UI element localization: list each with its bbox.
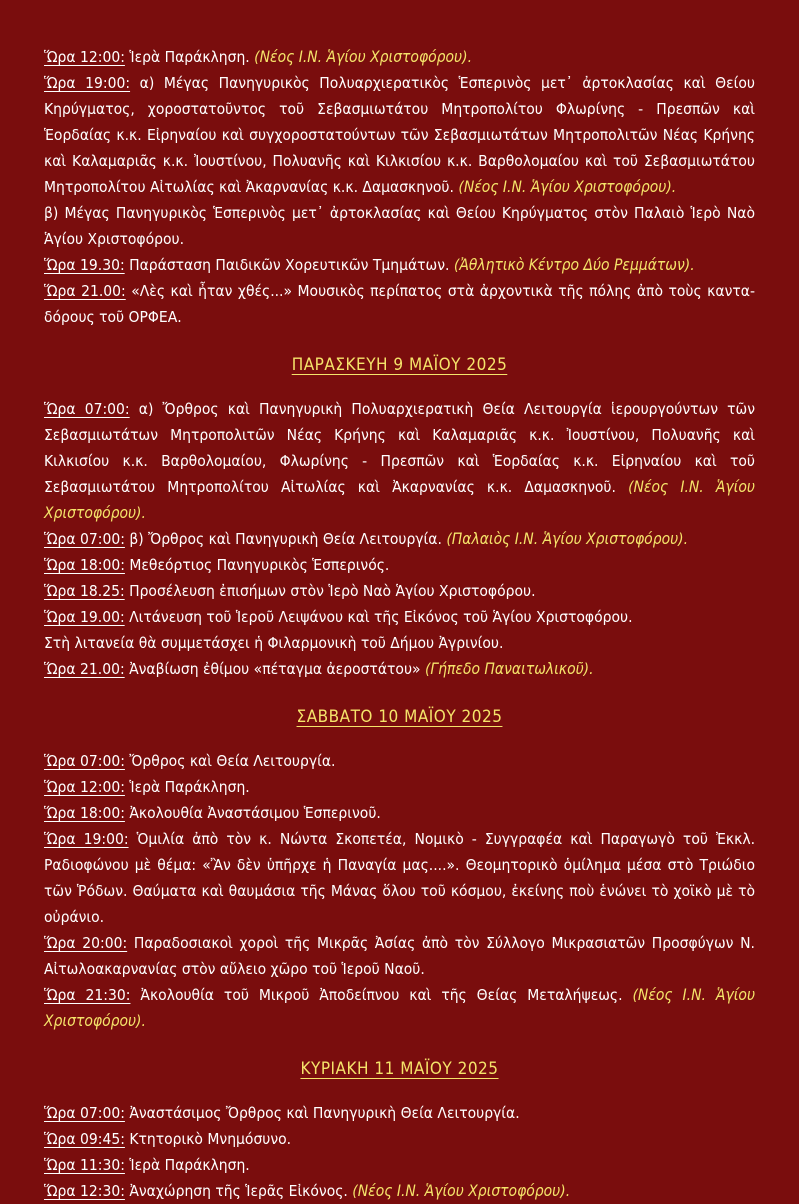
program-entry bbox=[44, 44, 755, 70]
entry-venue: (Ἀθλητικὸ Κέντρο Δύο Ρεμμάτων). bbox=[453, 256, 695, 274]
entry-text: Ἱερὰ Παράκληση. bbox=[124, 1156, 250, 1174]
entry-time: Ὥρα 21.00: bbox=[44, 660, 125, 678]
program-entry bbox=[44, 982, 755, 1034]
entry-time: Ὥρα 21:30: bbox=[44, 986, 131, 1004]
entry-text: Ἱερὰ Παράκληση. bbox=[124, 48, 255, 66]
entry-text: Προσέλευση ἐπισήμων στὸν Ἱερὸ Ναὸ Ἁγίου Χριστοφόρου. bbox=[124, 582, 536, 600]
program-entry bbox=[44, 1178, 755, 1204]
program-entry bbox=[44, 1100, 755, 1126]
section-friday bbox=[44, 352, 755, 682]
entry-time: Ὥρα 19.30: bbox=[44, 256, 125, 274]
program-entry bbox=[44, 526, 755, 552]
program-entry bbox=[44, 552, 755, 578]
entry-time: Ὥρα 19:00: bbox=[44, 74, 131, 92]
entry-text: Ἀναβίωση ἐθίμου «πέταγμα ἀεροστάτου» bbox=[124, 660, 425, 678]
program-entry bbox=[44, 774, 755, 800]
entry-text: Κτητορικὸ Μνημόσυνο. bbox=[124, 1130, 292, 1148]
entry-time: Ὥρα 07:00: bbox=[44, 530, 125, 548]
entry-text: Παραδοσιακοὶ χοροὶ τῆς Μικρᾶς Ἀσίας ἀπὸ τὸν Σύλλογο Μικρασιατῶν Προσφύγων Ν. Αἰτωλοακαρνανίας στὸν αὔλειο χῶρο τοῦ Ἱεροῦ Ναοῦ. bbox=[44, 934, 755, 978]
entry-time: Ὥρα 18:00: bbox=[44, 556, 125, 574]
program-entry bbox=[44, 1126, 755, 1152]
entry-time: Ὥρα 12:00: bbox=[44, 48, 125, 66]
program-entry bbox=[44, 930, 755, 982]
entry-text: α) Μέγας Πανηγυρικὸς Πολυαρχιερατικὸς Ἑσπερινὸς μετ᾽ ἀρτοκλασίας καὶ Θείου Κηρύγματος, χοροστατοῦντος τοῦ Σεβασμιωτάτου Μητροπολίτου Φλωρίνης - Πρεσπῶν καὶ Ἑορδαίας κ.κ. Εἰρηναίου καὶ συγχοροστατούντων τῶν Σεβασμιωτάτων Μητροπολιτῶν Νέας Κρήνης καὶ Καλαμαριᾶς κ.κ. Ἰουστίνου, Πολυανῆς καὶ Κιλκισίου κ.κ. Βαρθολομαίου καὶ τοῦ Σεβασμιωτάτου Μητροπολίτου Αἰτωλίας καὶ Ἀκαρνανίας κ.κ. Δαμασκηνοῦ. bbox=[44, 74, 755, 196]
program-entry bbox=[44, 800, 755, 826]
entry-text: Ἀναστάσιμος Ὄρθρος καὶ Πανηγυρικὴ Θεία Λειτουργία. bbox=[124, 1104, 520, 1122]
entry-venue: (Νέος Ι.Ν. Ἁγίου Χριστοφόρου). bbox=[44, 478, 755, 522]
entry-time: Ὥρα 18.25: bbox=[44, 582, 125, 600]
entry-time: Ὥρα 18:00: bbox=[44, 804, 125, 822]
program-entry bbox=[44, 396, 755, 526]
entry-time: Ὥρα 07:00: bbox=[44, 1104, 125, 1122]
entry-text: Ἀκολουθία τοῦ Μικροῦ Ἀποδείπνου καὶ τῆς Θείας Μεταλήψεως. bbox=[130, 986, 633, 1004]
entry-time: Ὥρα 07:00: bbox=[44, 400, 130, 418]
entry-text: α) Ὄρθρος καὶ Πανηγυρικὴ Πολυαρχιερατικὴ Θεία Λειτουργία ἱερουργούντων τῶν Σεβασμιωτάτων Μητροπολιτῶν Νέας Κρήνης καὶ Καλαμαριᾶς κ.κ. Ἰουστίνου, Πολυανῆς καὶ Κιλκισίου κ.κ. Βαρθολομαίου, Φλωρίνης - Πρεσπῶν καὶ Ἑορδαίας κ.κ. Εἰρηναίου καὶ τοῦ Σεβασμιωτάτου Μητροπολίτου Αἰτωλίας καὶ Ἀκαρνανίας κ.κ. Δαμασκηνοῦ. bbox=[44, 400, 756, 496]
program-entry bbox=[44, 748, 755, 774]
entry-text: Λιτάνευση τοῦ Ἱεροῦ Λειψάνου καὶ τῆς Εἰκόνος τοῦ Ἁγίου Χριστοφόρου. bbox=[124, 608, 633, 626]
program-entry bbox=[44, 578, 755, 604]
entry-text: Ὄρθρος καὶ Θεία Λειτουργία. bbox=[124, 752, 336, 770]
section-sunday bbox=[44, 1056, 755, 1204]
program-entry bbox=[44, 252, 755, 278]
program-entry bbox=[44, 1152, 755, 1178]
entry-time: Ὥρα 12:00: bbox=[44, 778, 125, 796]
entry-venue: (Νέος Ι.Ν. Ἁγίου Χριστοφόρου). bbox=[254, 48, 472, 66]
entry-text: β) Ὄρθρος καὶ Πανηγυρικὴ Θεία Λειτουργία. bbox=[124, 530, 447, 548]
entry-extra: Στὴ λιτανεία θὰ συμμετάσχει ἡ Φιλαρμονικὴ τοῦ Δήμου Ἀγρινίου. bbox=[44, 634, 504, 652]
entry-time: Ὥρα 09:45: bbox=[44, 1130, 125, 1148]
entry-venue: (Νέος Ι.Ν. Ἁγίου Χριστοφόρου). bbox=[44, 986, 756, 1030]
day-header: ΚΥΡΙΑΚΗ 11 ΜΑΪΟΥ 2025 bbox=[300, 1059, 499, 1079]
entry-time: Ὥρα 11:30: bbox=[44, 1156, 125, 1174]
entry-time: Ὥρα 12:30: bbox=[44, 1182, 125, 1200]
entry-venue: (Γήπεδο Παναιτωλικοῦ). bbox=[424, 660, 594, 678]
entry-time: Ὥρα 19.00: bbox=[44, 608, 125, 626]
program-entry bbox=[44, 70, 755, 252]
section-saturday bbox=[44, 704, 755, 1034]
entry-time: Ὥρα 19:00: bbox=[44, 830, 129, 848]
entry-text: Παράσταση Παιδικῶν Χορευτικῶν Τμημάτων. bbox=[124, 256, 454, 274]
entry-time: Ὥρα 07:00: bbox=[44, 752, 125, 770]
entry-extra: β) Μέγας Πανηγυρικὸς Ἑσπερινὸς μετ᾽ ἀρτοκλασίας καὶ Θείου Κηρύγματος στὸν Παλαιὸ Ἱερὸ Ναὸ Ἁγίου Χριστοφόρου. bbox=[44, 204, 755, 248]
entry-venue: (Νέος Ι.Ν. Ἁγίου Χριστοφόρου). bbox=[352, 1182, 571, 1200]
entry-time: Ὥρα 21.00: bbox=[44, 282, 126, 300]
entry-text: Ἀναχώρηση τῆς Ἱερᾶς Εἰκόνος. bbox=[124, 1182, 353, 1200]
entry-text: «Λὲς καὶ ἦταν χθές...» Μουσικὸς περίπατος στὰ ἀρχοντικὰ τῆς πόλης ἀπὸ τοὺς καντα-δόρους τοῦ ΟΡΦΕΑ. bbox=[44, 282, 755, 326]
entry-time: Ὥρα 20:00: bbox=[44, 934, 128, 952]
day-header: ΣΑΒΒΑΤΟ 10 ΜΑΪΟΥ 2025 bbox=[296, 707, 503, 727]
program-entry bbox=[44, 604, 755, 656]
program-entry bbox=[44, 278, 755, 330]
entry-venue: (Νέος Ι.Ν. Ἁγίου Χριστοφόρου). bbox=[458, 178, 677, 196]
program-entry bbox=[44, 826, 755, 930]
program-entry bbox=[44, 656, 755, 682]
section-thursday-continued bbox=[44, 44, 755, 330]
entry-text: Ἱερὰ Παράκληση. bbox=[124, 778, 250, 796]
entry-text: Ὁμιλία ἀπὸ τὸν κ. Νώντα Σκοπετέα, Νομικὸ - Συγγραφέα καὶ Παραγωγὸ τοῦ Ἐκκλ. Ραδιοφώνου μὲ θέμα: «Ἂν δὲν ὑπῆρχε ἡ Παναγία μας....». Θεομητορικὸ ὁμίλημα μέσα στὸ Τριώδιο τῶν Ῥόδων. Θαύματα καὶ θαυμάσια τῆς Μάνας ὅλου τοῦ κόσμου, ἐκείνης ποὺ ἑνώνει τὸ χοϊκὸ μὲ τὸ οὐράνιο. bbox=[44, 830, 755, 926]
entry-text: Μεθεόρτιος Πανηγυρικὸς Ἑσπερινός. bbox=[124, 556, 390, 574]
day-header: ΠΑΡΑΣΚΕΥΗ 9 ΜΑΪΟΥ 2025 bbox=[291, 355, 508, 375]
entry-text: Ἀκολουθία Ἀναστάσιμου Ἑσπερινοῦ. bbox=[124, 804, 381, 822]
entry-venue: (Παλαιὸς Ι.Ν. Ἁγίου Χριστοφόρου). bbox=[446, 530, 689, 548]
